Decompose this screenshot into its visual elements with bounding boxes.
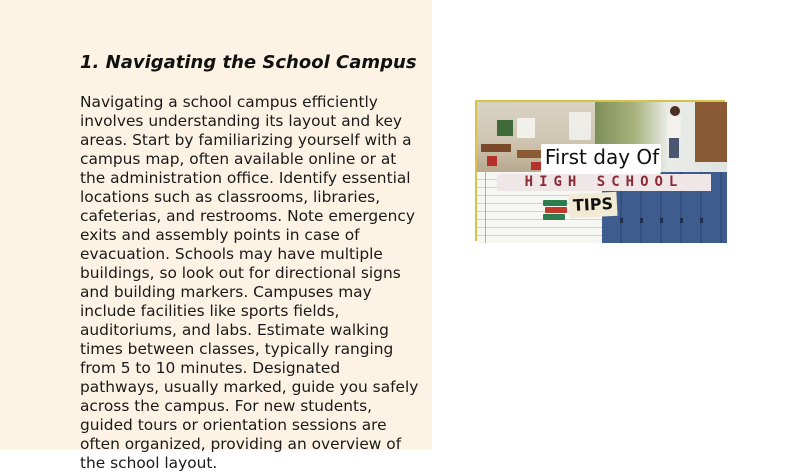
locker-vent — [660, 218, 663, 223]
whiteboard — [517, 118, 535, 138]
desk — [481, 144, 511, 152]
student-figure-body — [667, 116, 681, 138]
student-figure-head — [670, 106, 680, 116]
student-figure-legs — [669, 138, 679, 158]
locker-vent — [640, 218, 643, 223]
hallway-wall — [695, 102, 727, 162]
locker-vent — [680, 218, 683, 223]
chair — [487, 156, 497, 166]
section-body: Navigating a school campus efficiently involves understanding its layout and key areas. Start by familiarizing yourself with a campus map, often available online or at the administration office. Identify essential locations such as classrooms, libraries, cafeterias, and restrooms. Note emergency exits and assembly points in case of evacuation. Schools may have multiple buildings, so look out for directional signs and building markers. Campuses may include facilities like sports fields, auditoriums, and labs. Estimate walking times between classes, typically ranging from 5 to 10 minutes. Designated pathways, usually marked, guide you safely across the campus. For new students, guided tours or orientation sessions are often organized, providing an overview of the school layout. — [80, 93, 419, 472]
paper-margin-line — [485, 172, 486, 243]
chalkboard — [497, 120, 513, 136]
whiteboard — [569, 112, 591, 140]
thumbnail-title-line1: First day Of — [544, 145, 660, 169]
books-icon — [543, 198, 567, 224]
chair — [531, 162, 541, 170]
thumbnail-title-line3: TIPS — [572, 193, 614, 216]
section-heading: 1. Navigating the School Campus — [80, 52, 417, 73]
thumbnail-title-line2: HIGH SCHOOL — [524, 174, 684, 190]
article-thumbnail-image[interactable] — [475, 100, 725, 241]
locker-vent — [700, 218, 703, 223]
locker-vent — [620, 218, 623, 223]
